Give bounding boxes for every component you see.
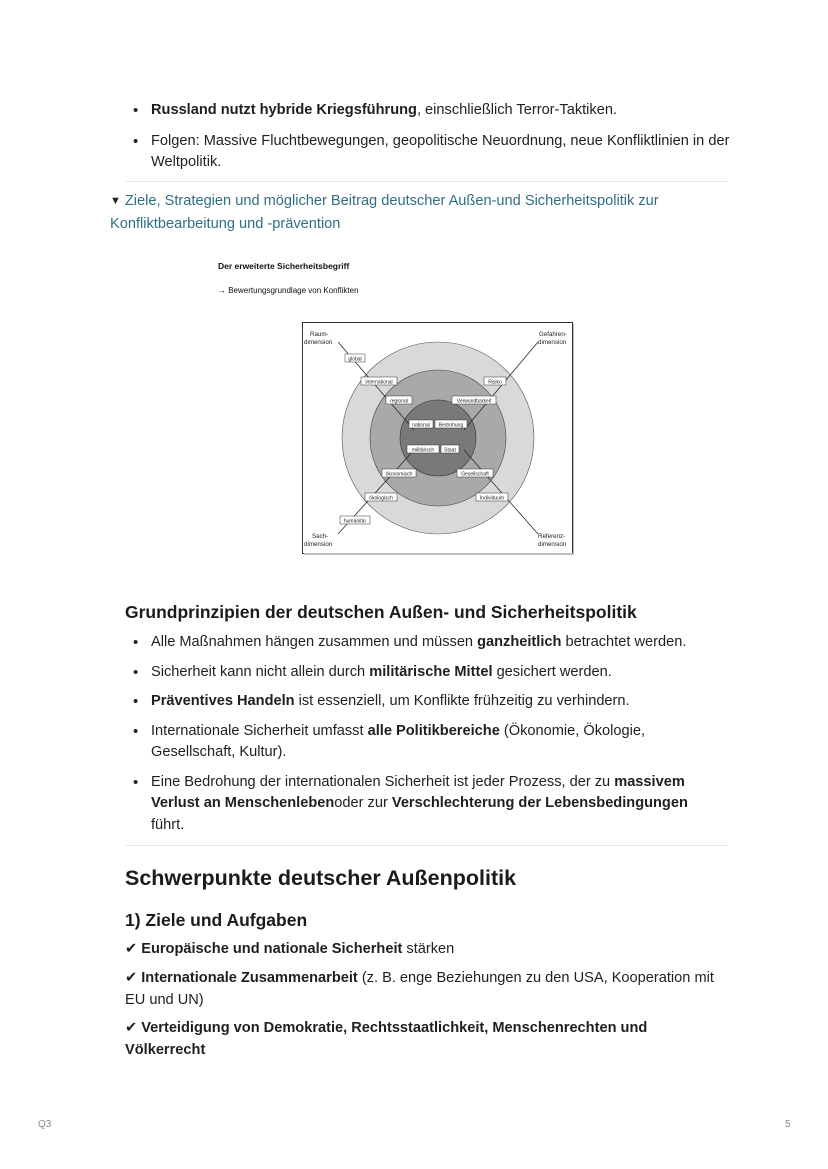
text-run: (z. B. enge Beziehungen zu den USA, Kooperation mit EU und UN) [125, 970, 714, 1008]
svg-text:regional: regional [390, 398, 408, 405]
corner-top-left-2: dimension [304, 339, 333, 346]
corner-bottom-right-1: Referenz- [538, 533, 566, 540]
svg-text:international: international [365, 379, 393, 386]
svg-text:Gesellschaft: Gesellschaft [461, 471, 489, 478]
label-national [409, 420, 433, 429]
text-run: oder zur [334, 795, 392, 811]
label-global [345, 354, 365, 363]
corner-top-left-1: Raum- [310, 331, 329, 338]
svg-text:ökologisch: ökologisch [369, 495, 393, 502]
bold-text: massivem Verlust an Menschenleben [151, 773, 685, 811]
toggle-text[interactable]: Ziele, Strategien und möglicher Beitrag deutscher Außen-und Sicherheitspolitik zur Konfliktbearbeitung und -prävention [110, 193, 659, 232]
section-heading-grundprinzipien: Grundprinzipien der deutschen Außen- und Sicherheitspolitik [125, 602, 637, 622]
list-item [125, 100, 735, 122]
label-staat [441, 445, 459, 454]
diagram-shadow-side [573, 324, 574, 555]
security-diagram [302, 322, 574, 555]
checkmark-icon: ✔ [125, 1020, 138, 1036]
list-item [125, 632, 715, 654]
top-bullet-list [125, 100, 735, 174]
text-run: , einschließlich Terror-Taktiken. [416, 102, 617, 118]
page-number: 5 [785, 1119, 791, 1130]
svg-text:militärisch: militärisch [411, 447, 435, 454]
check-item [125, 1018, 685, 1061]
label-risiko [484, 377, 506, 386]
label-militaerisch [407, 445, 439, 454]
label-gesellschaft [457, 469, 493, 478]
svg-text:Individuum: Individuum [479, 495, 505, 502]
label-humanitaer [340, 516, 370, 525]
toggle-heading[interactable] [110, 190, 720, 235]
footer-left: Q3 [38, 1119, 52, 1130]
bold-text: alle Politikbereiche [367, 722, 500, 739]
label-bedrohung [435, 420, 467, 429]
diagram-title: Der erweiterte Sicherheitsbegriff [218, 261, 350, 271]
label-international [361, 377, 397, 386]
list-item [125, 772, 715, 837]
corner-top-right-2: dimension [538, 339, 567, 346]
text-run: Internationale Sicherheit umfasst [151, 722, 368, 739]
text-run: ist essenziell, um Konflikte frühzeitig zu verhindern. [294, 693, 630, 709]
check-item [125, 939, 725, 961]
inner-ring [400, 400, 476, 476]
text-run: Eine Bedrohung der internationalen Sicherheit ist jeder Prozess, der zu [151, 773, 615, 790]
principles-list [125, 632, 715, 836]
corner-top-right-1: Gefahren- [539, 331, 567, 338]
label-regional [386, 396, 412, 405]
label-oekonomisch [382, 469, 416, 478]
divider [125, 181, 728, 182]
bold-text: militärische Mittel [369, 663, 493, 680]
diagram-subtitle: → Bewertungsgrundlage von Konflikten [218, 286, 359, 295]
bold-text: ganzheitlich [477, 634, 562, 650]
bold-text: Internationale Zusammenarbeit [141, 970, 358, 986]
bold-text: Präventives Handeln [151, 693, 295, 709]
text-run: führt. [151, 816, 185, 833]
corner-bottom-right-2: dimension [538, 541, 567, 548]
text-run: (Ökonomie, Ökologie, Gesellschaft, Kultur). [151, 722, 646, 760]
svg-text:Staat: Staat [444, 447, 456, 454]
svg-text:humanitär: humanitär [343, 518, 367, 525]
text-run: Sicherheit kann nicht allein durch [151, 663, 370, 680]
label-oekologisch [365, 493, 397, 502]
svg-text:global: global [348, 356, 362, 363]
label-individuum [476, 493, 508, 502]
bold-text: Russland nutzt hybride Kriegsführung [151, 102, 417, 118]
svg-text:national: national [412, 422, 430, 429]
checkmark-icon: ✔ [125, 970, 138, 986]
bold-text: Europäische und nationale Sicherheit [141, 941, 403, 957]
list-item [125, 691, 715, 713]
diagram-shadow [304, 553, 574, 555]
list-item [125, 131, 735, 174]
svg-text:Bedrohung: Bedrohung [438, 422, 464, 429]
corner-bottom-left-2: dimension [304, 541, 333, 548]
bold-text: Verschlechterung der Lebensbedingungen [391, 795, 688, 811]
list-item [125, 662, 715, 684]
bold-text: Verteidigung von Demokratie, Rechtsstaatlichkeit, Menschenrechten und Völkerrecht [125, 1020, 648, 1058]
svg-text:Verwundbarkeit: Verwundbarkeit [456, 398, 492, 405]
text-run: gesichert werden. [492, 663, 612, 680]
toggle-arrow-icon[interactable]: ▼ [110, 195, 121, 207]
text-run: stärken [402, 941, 455, 957]
check-item [125, 968, 725, 1011]
text-run: Folgen: Massive Fluchtbewegungen, geopolitische Neuordnung, neue Konfliktlinien in der Weltpolitik. [151, 132, 730, 170]
corner-bottom-left-1: Sach- [312, 533, 329, 540]
label-verwundbarkeit [452, 396, 496, 405]
subheading-ziele: 1) Ziele und Aufgaben [125, 910, 308, 930]
section-heading-schwerpunkte: Schwerpunkte deutscher Außenpolitik [125, 866, 517, 890]
divider [125, 845, 728, 846]
checkmark-icon: ✔ [125, 941, 138, 957]
svg-text:ökonomisch: ökonomisch [385, 471, 413, 478]
svg-text:Risiko: Risiko [488, 379, 502, 386]
list-item [125, 721, 715, 764]
text-run: Alle Maßnahmen hängen zusammen und müssen [151, 634, 478, 650]
text-run: betrachtet werden. [561, 634, 687, 650]
